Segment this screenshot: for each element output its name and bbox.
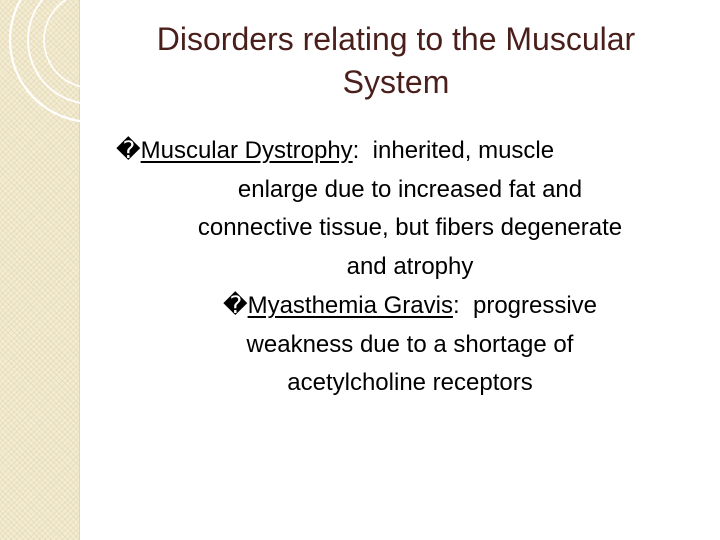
bullet-muscular-dystrophy xyxy=(100,131,720,286)
bullet-line: enlarge due to increased fat and xyxy=(237,175,583,203)
term-separator: : xyxy=(352,137,360,164)
term-myasthemia-gravis: Myasthemia Gravis xyxy=(247,292,453,319)
missing-glyph-box-icon: � xyxy=(116,136,141,164)
slide-title-line-2: System xyxy=(342,64,450,100)
bullet-myasthemia-gravis xyxy=(100,286,720,403)
bullet-line: connective tissue, but fibers degenerate xyxy=(197,214,623,241)
bullet-text: progressive xyxy=(459,292,598,319)
bullet-text: inherited, muscle xyxy=(359,137,555,164)
bullet-line: acetylcholine receptors xyxy=(287,369,533,396)
slide-body xyxy=(100,131,720,403)
bullet-line xyxy=(100,286,720,326)
missing-glyph-box-icon: � xyxy=(222,291,248,319)
term-separator: : xyxy=(452,292,460,319)
term-muscular-dystrophy: Muscular Dystrophy xyxy=(140,137,353,164)
slide-title xyxy=(86,18,706,104)
side-texture-strip xyxy=(0,0,80,540)
slide-title-line-1: Disorders relating to the Muscular xyxy=(156,21,636,57)
bullet-line xyxy=(100,131,720,171)
bullet-line: weakness due to a shortage of xyxy=(246,330,574,358)
bullet-line: and atrophy xyxy=(346,252,474,280)
